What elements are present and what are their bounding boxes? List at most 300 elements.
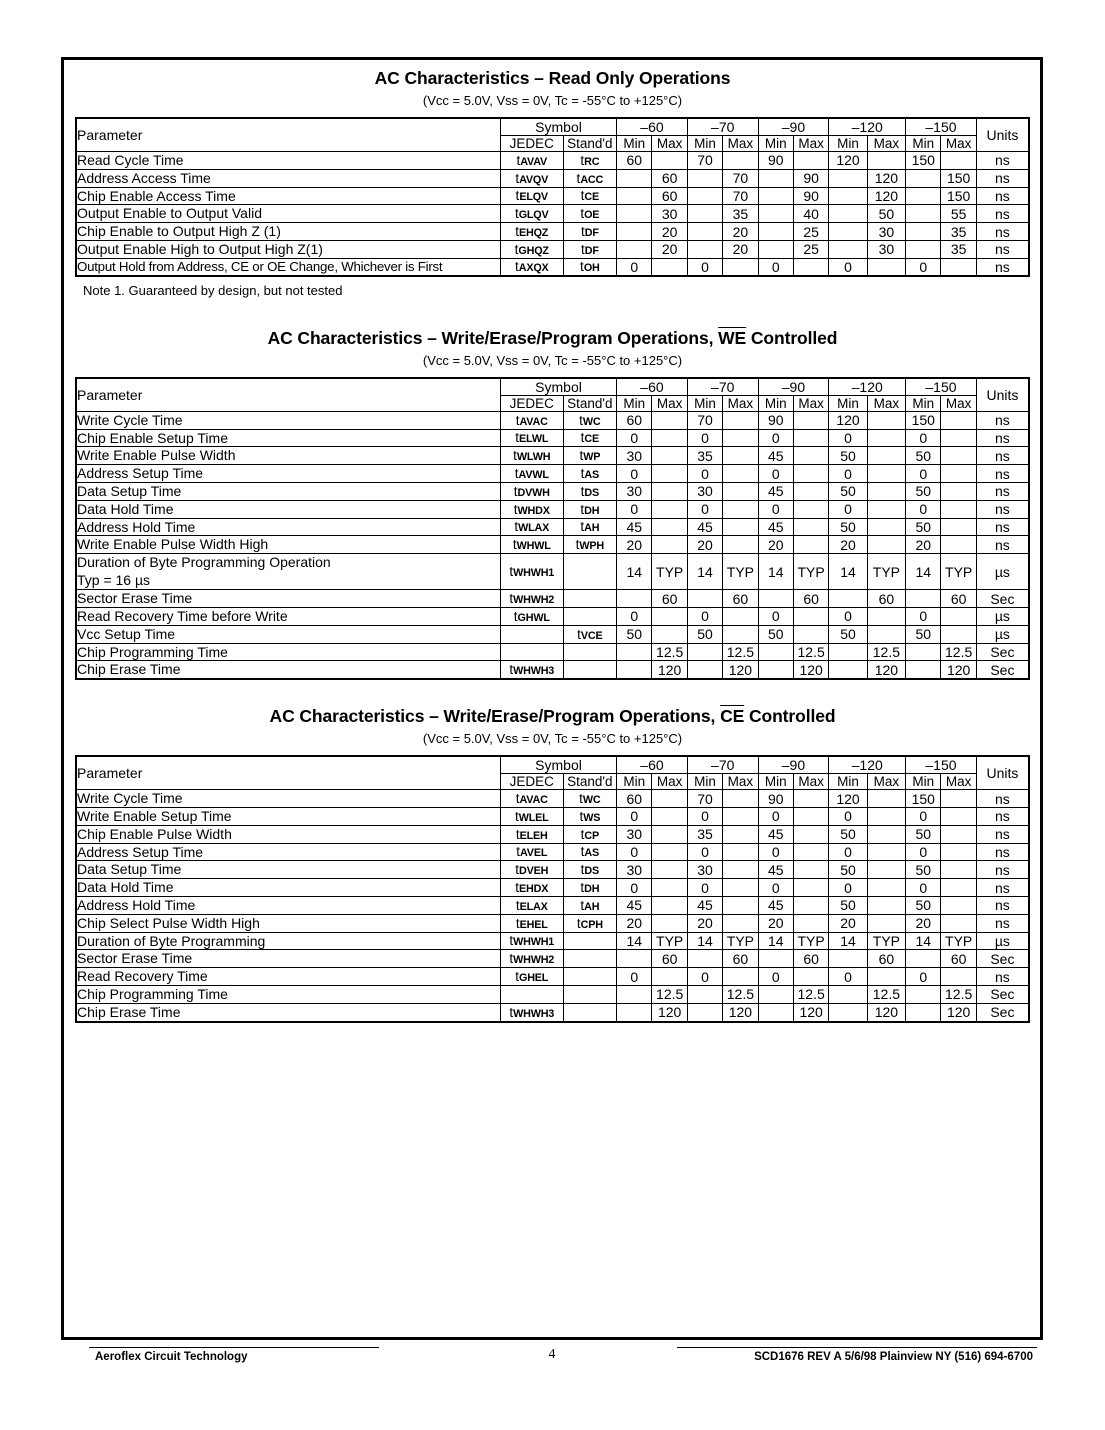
table-row [76,411,1029,429]
section-read-only [75,68,1030,298]
row-parameter [76,554,500,590]
row-parameter: Write Enable Pulse Width High [76,536,500,554]
row-value: 14 [687,554,722,590]
row-value [687,187,722,205]
row-value: 60 [652,169,687,187]
row-value: 90 [758,790,793,808]
row-value [941,411,976,429]
header-speed-70: –70 [687,378,758,396]
row-symbol-jedec: tWHWH2 [500,590,563,608]
row-value: 14 [829,932,867,950]
header-max-70: Max [723,136,758,152]
row-value: 60 [867,590,905,608]
row-units: ns [976,843,1029,861]
row-value: 150 [941,169,976,187]
header-standd: Stand'd [563,774,617,790]
section-title-3 [75,706,1030,727]
header-speed-90: –90 [758,118,829,136]
row-value: 60 [652,950,687,968]
header-min-70: Min [687,774,722,790]
row-value [793,518,828,536]
row-value: 60 [793,950,828,968]
row-units: Sec [976,590,1029,608]
row-units: Sec [976,643,1029,661]
table-read-only [75,117,1030,277]
row-value: 14 [906,932,941,950]
row-value [829,223,867,241]
row-value: 12.5 [867,985,905,1003]
header-min-60: Min [617,774,652,790]
row-value [617,985,652,1003]
row-value [941,625,976,643]
row-value [793,843,828,861]
row-symbol-standd [563,661,617,679]
table-row [76,1003,1029,1021]
row-value [687,590,722,608]
table-row [76,932,1029,950]
row-parameter: Sector Erase Time [76,590,500,608]
row-value [687,223,722,241]
row-value [652,429,687,447]
row-value [652,482,687,500]
row-symbol-standd: tDH [563,879,617,897]
row-value: 12.5 [793,643,828,661]
row-value [829,169,867,187]
row-parameter: Write Enable Pulse Width [76,447,500,465]
row-value [687,985,722,1003]
row-symbol-jedec: tWLWH [500,447,563,465]
row-value: 50 [617,625,652,643]
row-symbol-standd [563,985,617,1003]
row-value: 0 [687,500,722,518]
row-value [652,807,687,825]
row-value: 90 [793,169,828,187]
row-value [867,536,905,554]
row-value: 0 [758,843,793,861]
row-symbol-jedec: tGHWL [500,607,563,625]
header-max-120: Max [867,136,905,152]
header-parameter: Parameter [76,756,500,790]
row-value [617,643,652,661]
row-value [723,500,758,518]
row-value [758,643,793,661]
header-max-150: Max [941,774,976,790]
row-symbol-standd: tOE [563,205,617,223]
row-value [906,643,941,661]
header-speed-70: –70 [687,118,758,136]
row-value: 60 [723,950,758,968]
table-row [76,223,1029,241]
table-row [76,152,1029,170]
table-row [76,429,1029,447]
row-value: 0 [906,879,941,897]
row-value [867,914,905,932]
row-value: 70 [723,187,758,205]
row-units: ns [976,790,1029,808]
row-value: 20 [829,914,867,932]
row-value: 12.5 [793,985,828,1003]
row-value: 50 [867,205,905,223]
row-value [867,607,905,625]
row-value: 35 [941,240,976,258]
row-units: ns [976,223,1029,241]
header-symbol: Symbol [500,756,616,774]
row-value [652,825,687,843]
section-title-1 [75,68,1030,89]
row-value: 120 [941,661,976,679]
row-value: 0 [829,429,867,447]
row-value [652,625,687,643]
row-value: 0 [829,807,867,825]
header-max-90: Max [793,395,828,411]
row-value [758,590,793,608]
row-value: 0 [617,258,652,276]
table-body-1 [76,152,1029,276]
header-max-90: Max [793,774,828,790]
header-units: Units [976,118,1029,152]
row-value: 0 [687,607,722,625]
row-parameter: Chip Enable Setup Time [76,429,500,447]
header-min-120: Min [829,774,867,790]
row-value: 50 [906,896,941,914]
table-row [76,482,1029,500]
table-row [76,950,1029,968]
row-value [906,661,941,679]
footer-doc-info: SCD1676 REV A 5/6/98 Plainview NY (516) 694-6700 [754,1351,1033,1363]
row-parameter: Read Cycle Time [76,152,500,170]
row-value: TYP [941,932,976,950]
row-value [867,465,905,483]
row-value [652,790,687,808]
header-jedec: JEDEC [500,136,563,152]
row-value [941,861,976,879]
row-symbol-jedec: tGHQZ [500,240,563,258]
row-units: ns [976,187,1029,205]
row-value [652,518,687,536]
row-value [687,205,722,223]
section-we-controlled [75,328,1030,680]
row-value [906,590,941,608]
row-units: ns [976,500,1029,518]
row-symbol-jedec: tAVAV [500,152,563,170]
table-row [76,554,1029,590]
row-value: 45 [758,861,793,879]
row-value: 0 [829,465,867,483]
row-value: 20 [652,240,687,258]
row-units: Sec [976,985,1029,1003]
row-value [617,1003,652,1021]
header-symbol: Symbol [500,378,616,396]
row-value [617,223,652,241]
header-max-90: Max [793,136,828,152]
row-parameter: Output Hold from Address, $\overline{CE}$ or $\overline{OE}$ Change, Whichever is First [76,258,500,276]
table-body-2 [76,411,1029,679]
row-value: 60 [617,152,652,170]
row-value: 30 [617,447,652,465]
row-value [723,482,758,500]
row-value [793,500,828,518]
row-value [793,447,828,465]
row-value: 0 [617,879,652,897]
ce-overline-label: $\overline{CE}$ [720,706,745,727]
row-value [723,861,758,879]
header-min-90: Min [758,395,793,411]
row-value: 12.5 [652,643,687,661]
row-value [758,1003,793,1021]
row-value: 0 [906,500,941,518]
row-symbol-jedec: tAVQV [500,169,563,187]
row-symbol-standd: tDS [563,861,617,879]
section-ce-controlled [75,706,1030,1022]
row-value: 35 [941,223,976,241]
row-value: 14 [687,932,722,950]
header-parameter: Parameter [76,378,500,412]
row-parameter: Duration of Byte Programming [76,932,500,950]
row-value [941,914,976,932]
row-value [867,807,905,825]
section-title-1-text: AC Characteristics – Read Only Operations [374,68,731,88]
row-value [941,258,976,276]
header-max-70: Max [723,395,758,411]
row-value: 0 [758,879,793,897]
row-symbol-standd: tCPH [563,914,617,932]
row-value [793,536,828,554]
row-value: 12.5 [723,985,758,1003]
row-value: 60 [723,590,758,608]
row-symbol-standd [563,607,617,625]
row-parameter: Chip Enable to Output High Z (1) [76,223,500,241]
row-value: 0 [617,807,652,825]
section-conditions-3: (Vcc = 5.0V, Vss = 0V, Tc = -55°C to +125°C) [422,731,683,747]
row-symbol-jedec: tWHWH1 [500,932,563,950]
row-value: 35 [687,825,722,843]
row-value: 60 [941,950,976,968]
header-speed-120: –120 [829,756,906,774]
row-value [652,258,687,276]
row-value: 0 [829,843,867,861]
row-value [723,968,758,986]
header-speed-150: –150 [906,378,977,396]
row-value [906,169,941,187]
row-symbol-standd: tAS [563,465,617,483]
row-value [906,985,941,1003]
row-parameter: Address Hold Time [76,896,500,914]
row-value: 60 [941,590,976,608]
table-row [76,590,1029,608]
header-units: Units [976,756,1029,790]
header-max-60: Max [652,774,687,790]
row-value: 120 [829,411,867,429]
footer-page-number: 4 [548,1347,556,1362]
row-value [617,187,652,205]
row-value [723,914,758,932]
section-title-2-suffix: Controlled [746,327,838,348]
row-value: 35 [687,447,722,465]
row-units: ns [976,482,1029,500]
row-units: ns [976,429,1029,447]
row-value [941,825,976,843]
row-value [652,411,687,429]
row-value [652,843,687,861]
row-symbol-jedec: tAXQX [500,258,563,276]
row-symbol-jedec [500,985,563,1003]
row-value: 14 [829,554,867,590]
row-value [687,661,722,679]
table-row [76,536,1029,554]
row-symbol-jedec: tAVAC [500,411,563,429]
row-value [867,825,905,843]
header-speed-150: –150 [906,118,977,136]
row-value: 20 [723,240,758,258]
header-standd: Stand'd [563,395,617,411]
row-value [829,950,867,968]
table-row [76,661,1029,679]
row-value: 45 [617,896,652,914]
row-units: Sec [976,661,1029,679]
row-value [793,914,828,932]
row-value: TYP [867,932,905,950]
row-value [867,843,905,861]
row-value: 0 [617,465,652,483]
header-standd: Stand'd [563,136,617,152]
row-value: TYP [723,932,758,950]
row-value [793,429,828,447]
row-value [793,968,828,986]
header-jedec: JEDEC [500,774,563,790]
row-value: 0 [687,879,722,897]
row-value: 50 [829,447,867,465]
row-parameter: Vcc Setup Time [76,625,500,643]
row-value [758,169,793,187]
header-speed-60: –60 [617,378,688,396]
row-units: ns [976,914,1029,932]
row-value [723,896,758,914]
row-value [867,896,905,914]
row-symbol-jedec: tAVEL [500,843,563,861]
section-conditions-1: (Vcc = 5.0V, Vss = 0V, Tc = -55°C to +125°C) [422,93,683,108]
row-symbol-jedec: tGLQV [500,205,563,223]
row-value [758,240,793,258]
row-parameter: Data Hold Time [76,500,500,518]
row-value: 12.5 [723,643,758,661]
row-value [941,447,976,465]
row-symbol-standd: tWPH [563,536,617,554]
row-symbol-standd: tCE [563,429,617,447]
row-value [758,950,793,968]
row-symbol-standd [563,950,617,968]
row-symbol-jedec: tAVAC [500,790,563,808]
row-units: ns [976,258,1029,276]
row-symbol-standd [563,590,617,608]
row-value [829,590,867,608]
row-value [941,518,976,536]
row-units: ns [976,152,1029,170]
row-value: 0 [687,843,722,861]
row-value [793,152,828,170]
row-value [723,607,758,625]
row-value [758,661,793,679]
row-value [617,950,652,968]
table-row [76,807,1029,825]
row-units: ns [976,447,1029,465]
header-min-90: Min [758,774,793,790]
row-value: TYP [793,932,828,950]
row-value: 0 [906,258,941,276]
row-value: 60 [867,950,905,968]
header-min-60: Min [617,136,652,152]
row-value [941,879,976,897]
row-value: 0 [758,500,793,518]
row-value: 30 [617,861,652,879]
table-row [76,643,1029,661]
row-symbol-standd: tDF [563,223,617,241]
row-symbol-jedec: tWLEL [500,807,563,825]
section-title-2-prefix: AC Characteristics – Write/Erase/Program Operations, [267,327,719,348]
row-value: 0 [687,429,722,447]
table-row [76,187,1029,205]
row-value: 45 [687,518,722,536]
row-value: 20 [906,914,941,932]
row-value: 0 [829,879,867,897]
row-value [793,625,828,643]
table-row [76,169,1029,187]
row-symbol-jedec: tDVWH [500,482,563,500]
row-value: 50 [906,518,941,536]
row-value [758,187,793,205]
row-value: 50 [906,861,941,879]
row-symbol-jedec: tEHEL [500,914,563,932]
row-symbol-standd [563,932,617,950]
row-value [867,500,905,518]
row-value [867,258,905,276]
row-symbol-jedec: tWHWL [500,536,563,554]
row-units: ns [976,879,1029,897]
row-value [687,169,722,187]
header-max-150: Max [941,395,976,411]
table-body-3 [76,790,1029,1022]
row-value [723,879,758,897]
row-value [829,661,867,679]
header-symbol: Symbol [500,118,616,136]
table-header [76,756,1029,790]
row-value: 120 [867,661,905,679]
row-value: 0 [829,500,867,518]
row-symbol-jedec: tELWL [500,429,563,447]
row-symbol-standd: tCP [563,825,617,843]
row-value: 120 [652,1003,687,1021]
row-value [793,879,828,897]
row-value: 30 [652,205,687,223]
row-units: ns [976,968,1029,986]
row-value [793,807,828,825]
row-value [652,607,687,625]
row-value: 0 [617,843,652,861]
row-value [793,861,828,879]
row-value: 60 [652,590,687,608]
row-value: 14 [617,932,652,950]
header-min-150: Min [906,395,941,411]
row-symbol-jedec: tGHEL [500,968,563,986]
row-value [867,879,905,897]
row-value [829,985,867,1003]
row-value: 50 [906,447,941,465]
row-parameter: Chip Enable Pulse Width [76,825,500,843]
row-value [793,896,828,914]
row-value: 150 [941,187,976,205]
row-value [652,896,687,914]
header-max-60: Max [652,136,687,152]
row-symbol-jedec: tEHQZ [500,223,563,241]
